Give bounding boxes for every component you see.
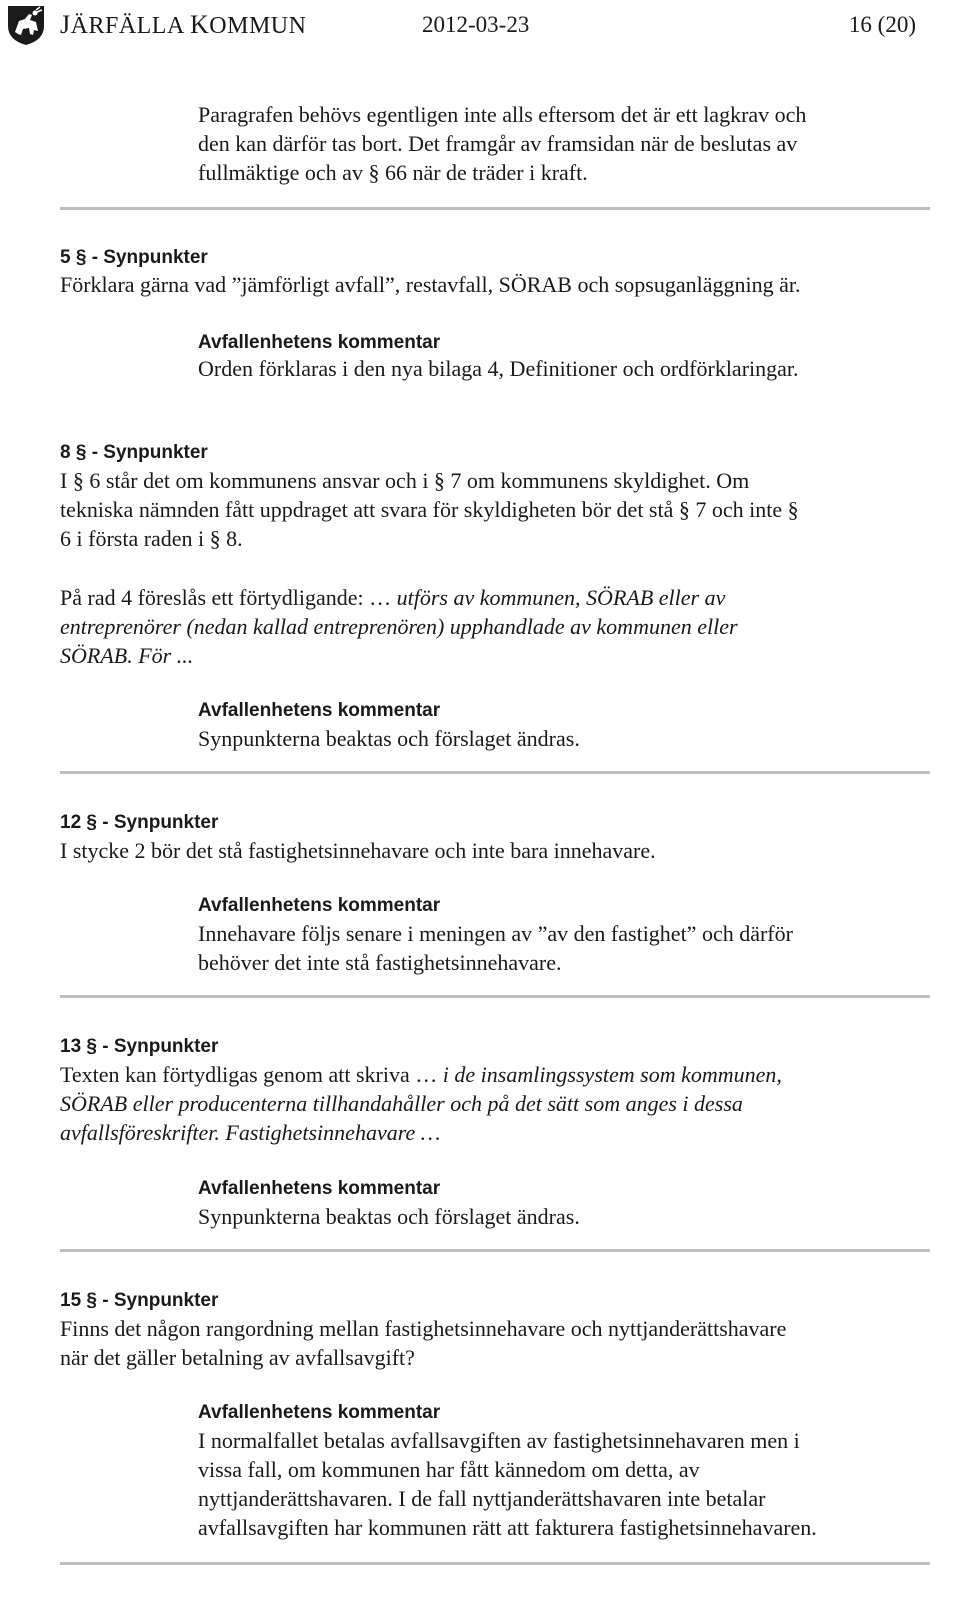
section-13-text: Texten kan förtydligas genom att skriva … i de insamlingssystem som kommunen, SÖRAB eller producenterna tillhandahåller och på det sätt som anges i dessa avfallsföreskrifter. Fastighetsinnehavare …: [60, 1062, 782, 1145]
section-15-comment: I normalfallet betalas avfallsavgiften av fastighetsinnehavaren men i vissa fall, om kommunen har fått kännedom om detta, av nyttjanderättshavaren. I de fall nyttjanderättshavaren inte betalar avfallsavgiften har kommunen rätt att fakturera fastighetsinnehavaren.: [198, 1428, 817, 1540]
section-12-comment-label: Avfallenhetens kommentar: [198, 895, 441, 916]
section-divider: [60, 995, 930, 998]
section-divider: [60, 1249, 930, 1252]
section-8-heading: 8 § - Synpunkter: [60, 442, 208, 463]
section-15-heading: 15 § - Synpunkter: [60, 1290, 219, 1311]
section-12-comment: Innehavare följs senare i meningen av ”av den fastighet” och därför behöver det inte stå fastighetsinnehavare.: [198, 921, 793, 975]
page-number: 16 (20): [848, 12, 916, 37]
section-8-comment: Synpunkterna beaktas och förslaget ändras.: [198, 726, 580, 751]
section-13-heading: 13 § - Synpunkter: [60, 1036, 219, 1057]
section-13-comment-label: Avfallenhetens kommentar: [198, 1178, 441, 1199]
section-13-comment: Synpunkterna beaktas och förslaget ändras.: [198, 1204, 580, 1229]
section-divider: [60, 1562, 930, 1565]
section-5-comment: Orden förklaras i den nya bilaga 4, Definitioner och ordförklaringar.: [198, 356, 799, 381]
section-15-text: Finns det någon rangordning mellan fastighetsinnehavare och nyttjanderättshavare när det gäller betalning av avfallsavgift?: [60, 1316, 787, 1370]
section-8-text: I § 6 står det om kommunens ansvar och i § 7 om kommunens skyldighet. Om tekniska nämnden fått uppdraget att svara för skyldigheten bör det stå § 7 och inte § 6 i första raden i § 8.: [60, 468, 799, 551]
section-8-comment-label: Avfallenhetens kommentar: [198, 700, 441, 721]
section-12-heading: 12 § - Synpunkter: [60, 812, 219, 833]
municipality-name: JÄRFÄLLA KOMMUN: [60, 10, 307, 39]
section-5-heading: 5 § - Synpunkter: [60, 247, 208, 268]
section-5-text: Förklara gärna vad ”jämförligt avfall”, restavfall, SÖRAB och sopsuganläggning är.: [60, 272, 801, 297]
section-divider: [60, 771, 930, 774]
document-date: 2012-03-23: [422, 12, 530, 37]
section-8-proposal: På rad 4 föreslås ett förtydligande: … utförs av kommunen, SÖRAB eller av entreprenörer (nedan kallad entreprenören) upphandlade av kommunen eller SÖRAB. För ...: [60, 585, 738, 668]
municipal-coat-of-arms-icon: [6, 4, 46, 46]
section-12-text: I stycke 2 bör det stå fastighetsinnehavare och inte bara innehavare.: [60, 838, 656, 863]
section-divider: [60, 207, 930, 210]
intro-paragraph: Paragrafen behövs egentligen inte alls eftersom det är ett lagkrav och den kan därför tas bort. Det framgår av framsidan när de beslutas av fullmäktige och av § 66 när de träder i kraft.: [198, 102, 807, 185]
section-15-comment-label: Avfallenhetens kommentar: [198, 1402, 441, 1423]
section-5-comment-label: Avfallenhetens kommentar: [198, 332, 441, 353]
